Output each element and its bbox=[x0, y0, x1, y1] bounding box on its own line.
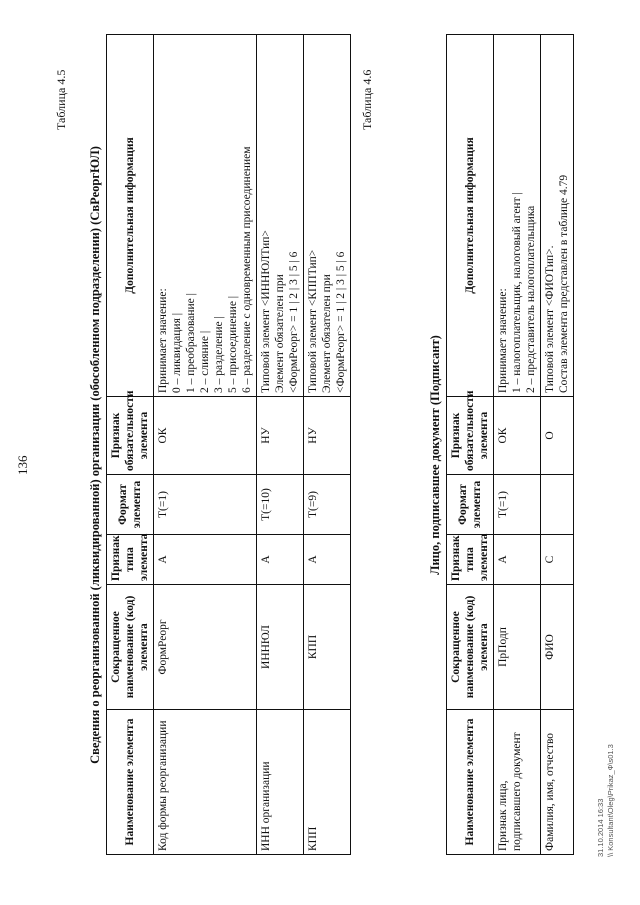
cell-type: А bbox=[257, 535, 304, 585]
cell-format: T(=9) bbox=[304, 475, 351, 535]
info-line: 6 – разделение с одновременным присоединением bbox=[241, 146, 253, 393]
cell-info bbox=[154, 35, 257, 397]
table-row bbox=[494, 35, 541, 855]
info-line: <ФормРеорг> = 1 | 2 | 3 | 5 | 6 bbox=[288, 251, 300, 393]
info-line: 5 – присоединение | bbox=[227, 295, 239, 393]
info-line: Типовой элемент <КППТип> bbox=[307, 249, 319, 393]
header-element-type: Признак типа элемента bbox=[447, 535, 494, 585]
info-line: Элемент обязателен при bbox=[321, 274, 333, 393]
table-row bbox=[257, 35, 304, 855]
cell-type: А bbox=[304, 535, 351, 585]
cell-required: О bbox=[541, 397, 574, 475]
info-line: 1 – преобразование | bbox=[185, 293, 197, 393]
header-element-type: Признак типа элемента bbox=[107, 535, 154, 585]
info-line: Принимает значение: bbox=[497, 288, 509, 393]
cell-format bbox=[541, 475, 574, 535]
cell-name: Признак лица, подписавшего документ bbox=[494, 710, 541, 855]
header-element-name: Наименование элемента bbox=[107, 710, 154, 855]
cell-name: КПП bbox=[304, 710, 351, 855]
cell-info bbox=[494, 35, 541, 397]
table-4-6 bbox=[446, 34, 574, 855]
table-row bbox=[304, 35, 351, 855]
info-line: Состав элемента представлен в таблице 4.79 bbox=[558, 174, 570, 393]
cell-name: ИНН организации bbox=[257, 710, 304, 855]
cell-format: T(=1) bbox=[154, 475, 257, 535]
info-line: 2 – слияние | bbox=[199, 330, 211, 393]
header-additional-info: Дополнительная информация bbox=[107, 35, 154, 397]
table-4-5 bbox=[106, 34, 351, 855]
info-line: Типовой элемент <ФИОТип>. bbox=[544, 245, 556, 393]
header-element-required: Признак обязательности элемента bbox=[447, 397, 494, 475]
table-4-5-label: Таблица 4.5 bbox=[54, 69, 68, 130]
cell-code: КПП bbox=[304, 585, 351, 710]
header-element-name: Наименование элемента bbox=[447, 710, 494, 855]
table-header-row bbox=[447, 35, 494, 855]
file-stamp-path: \\ Konsultant\Oleg\Prikaz_Ф\s01.3 bbox=[606, 744, 615, 857]
cell-type: А bbox=[494, 535, 541, 585]
header-element-format: Формат элемента bbox=[107, 475, 154, 535]
info-line: 2 – представитель налогоплательщика bbox=[525, 205, 537, 393]
table-row bbox=[541, 35, 574, 855]
cell-required: ОК bbox=[154, 397, 257, 475]
cell-type: А bbox=[154, 535, 257, 585]
info-line: Типовой элемент <ИННЮЛТип> bbox=[260, 230, 272, 393]
cell-info bbox=[304, 35, 351, 397]
cell-code: ИННЮЛ bbox=[257, 585, 304, 710]
cell-type: С bbox=[541, 535, 574, 585]
info-line: Принимает значение: bbox=[157, 288, 169, 393]
cell-required: ОК bbox=[494, 397, 541, 475]
cell-code: ФИО bbox=[541, 585, 574, 710]
header-element-code: Сокращенное наименование (код) элемента bbox=[447, 585, 494, 710]
table-header-row bbox=[107, 35, 154, 855]
info-line: <ФормРеорг> = 1 | 2 | 3 | 5 | 6 bbox=[335, 251, 347, 393]
info-line: 3 – разделение | bbox=[213, 316, 225, 393]
cell-info bbox=[257, 35, 304, 397]
header-element-format: Формат элемента bbox=[447, 475, 494, 535]
cell-format: T(=10) bbox=[257, 475, 304, 535]
file-stamp-date: 31.10.2014 16:33 bbox=[596, 798, 605, 857]
header-element-code: Сокращенное наименование (код) элемента bbox=[107, 585, 154, 710]
table-4-5-title: Сведения о реорганизованной (ликвидированной) организации (обособленном подразделении) (СвРеоргЮЛ) bbox=[88, 146, 102, 764]
info-line: 1 – налогоплательщик, налоговый агент | bbox=[511, 192, 523, 393]
cell-required: НУ bbox=[257, 397, 304, 475]
cell-info bbox=[541, 35, 574, 397]
header-element-required: Признак обязательности элемента bbox=[107, 397, 154, 475]
info-line: Элемент обязателен при bbox=[274, 274, 286, 393]
page-number: 136 bbox=[15, 455, 30, 475]
table-4-6-title: Лицо, подписавшее документ (Подписант) bbox=[428, 335, 442, 575]
cell-code: ПрПодп bbox=[494, 585, 541, 710]
cell-name: Код формы реорганизации bbox=[154, 710, 257, 855]
cell-required: НУ bbox=[304, 397, 351, 475]
header-additional-info: Дополнительная информация bbox=[447, 35, 494, 397]
cell-code: ФормРеорг bbox=[154, 585, 257, 710]
cell-format: T(=1) bbox=[494, 475, 541, 535]
cell-name: Фамилия, имя, отчество bbox=[541, 710, 574, 855]
info-line: 0 – ликвидация | bbox=[171, 312, 183, 393]
table-row bbox=[154, 35, 257, 855]
table-4-6-label: Таблица 4.6 bbox=[360, 69, 374, 130]
